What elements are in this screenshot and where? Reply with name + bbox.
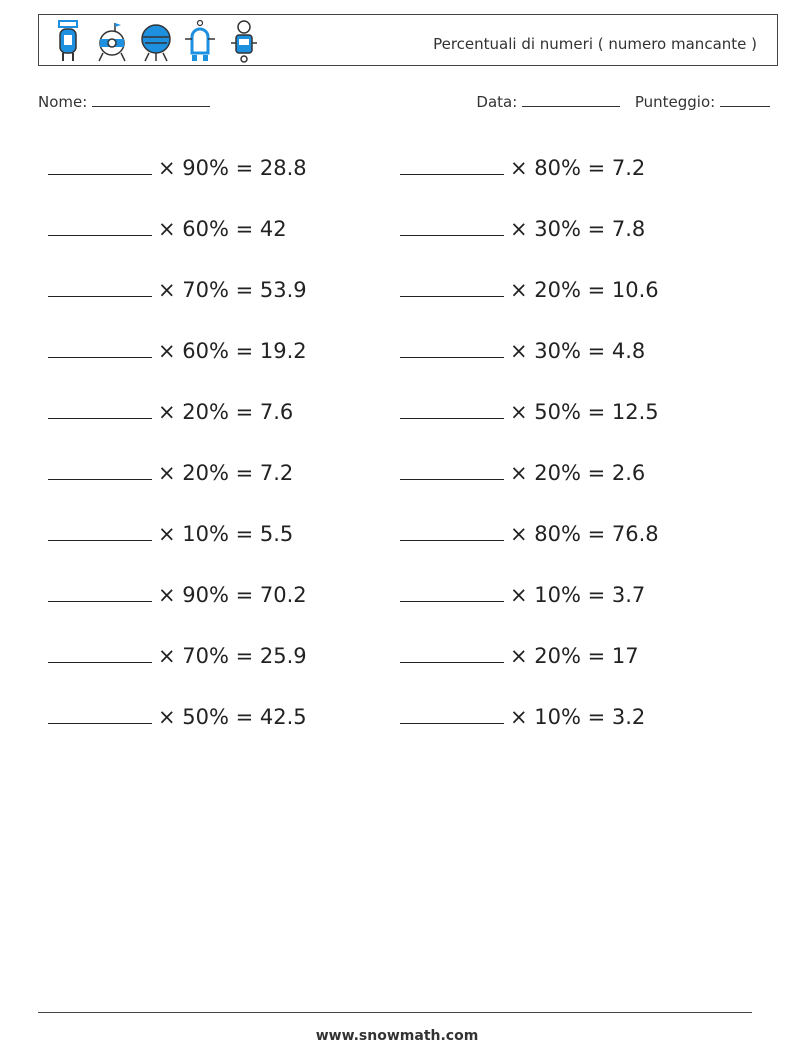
answer-blank[interactable] [400, 579, 504, 602]
problem-expression: × 60% = 19.2 [158, 339, 307, 363]
problem-item[interactable] [400, 640, 639, 668]
problem-item[interactable] [400, 274, 659, 302]
answer-blank[interactable] [48, 335, 152, 358]
answer-blank[interactable] [48, 274, 152, 297]
problem-item[interactable] [400, 335, 645, 363]
problem-expression: × 50% = 42.5 [158, 705, 307, 729]
footer-divider [38, 1012, 752, 1013]
problem-row [0, 274, 794, 314]
date-label: Data: [476, 93, 518, 111]
problem-row [0, 335, 794, 375]
problem-item[interactable] [48, 701, 307, 729]
problem-item[interactable] [400, 152, 645, 180]
problem-item[interactable] [400, 579, 645, 607]
date-blank-line[interactable] [522, 92, 620, 107]
problem-item[interactable] [400, 213, 645, 241]
problem-row [0, 396, 794, 436]
problem-expression: × 10% = 5.5 [158, 522, 294, 546]
answer-blank[interactable] [48, 579, 152, 602]
problem-expression: × 50% = 12.5 [510, 400, 659, 424]
problem-expression: × 30% = 7.8 [510, 217, 646, 241]
problem-expression: × 20% = 10.6 [510, 278, 659, 302]
problem-item[interactable] [48, 152, 307, 180]
problem-expression: × 20% = 7.2 [158, 461, 294, 485]
problem-expression: × 90% = 70.2 [158, 583, 307, 607]
footer-url[interactable]: www.snowmath.com [315, 1028, 479, 1044]
worksheet-header [38, 14, 778, 66]
problem-expression: × 70% = 25.9 [158, 644, 307, 668]
problem-item[interactable] [48, 396, 293, 424]
problem-expression: × 30% = 4.8 [510, 339, 646, 363]
problem-expression: × 60% = 42 [158, 217, 287, 241]
name-blank-line[interactable] [92, 92, 210, 107]
problem-expression: × 90% = 28.8 [158, 156, 307, 180]
answer-blank[interactable] [400, 152, 504, 175]
robot-icon-strip [49, 19, 263, 63]
answer-blank[interactable] [48, 457, 152, 480]
answer-blank[interactable] [400, 640, 504, 663]
answer-blank[interactable] [400, 518, 504, 541]
problem-expression: × 80% = 76.8 [510, 522, 659, 546]
robot-1-icon [49, 19, 87, 63]
score-blank-line[interactable] [720, 92, 770, 107]
answer-blank[interactable] [48, 396, 152, 419]
problem-item[interactable] [400, 701, 645, 729]
problem-expression: × 70% = 53.9 [158, 278, 307, 302]
problem-row [0, 213, 794, 253]
problem-item[interactable] [48, 518, 293, 546]
problem-item[interactable] [48, 640, 307, 668]
robot-5-icon [225, 19, 263, 63]
robot-3-icon [137, 19, 175, 63]
answer-blank[interactable] [48, 152, 152, 175]
problem-row [0, 457, 794, 497]
problem-expression: × 20% = 2.6 [510, 461, 646, 485]
problem-item[interactable] [48, 457, 293, 485]
problem-row [0, 701, 794, 741]
problem-item[interactable] [48, 274, 307, 302]
problem-item[interactable] [48, 213, 287, 241]
problem-item[interactable] [48, 335, 307, 363]
answer-blank[interactable] [400, 701, 504, 724]
problem-expression: × 80% = 7.2 [510, 156, 646, 180]
problem-item[interactable] [400, 457, 645, 485]
problem-row [0, 579, 794, 619]
problem-expression: × 10% = 3.7 [510, 583, 646, 607]
problem-row [0, 152, 794, 192]
problem-item[interactable] [400, 396, 659, 424]
name-label: Nome: [38, 93, 88, 111]
worksheet-title: Percentuali di numeri ( numero mancante ) [433, 35, 757, 53]
answer-blank[interactable] [400, 335, 504, 358]
robot-2-icon [93, 19, 131, 63]
answer-blank[interactable] [48, 213, 152, 236]
date-score-fields [476, 92, 770, 111]
problem-item[interactable] [48, 579, 307, 607]
score-label: Punteggio: [634, 93, 716, 111]
name-field[interactable] [38, 92, 210, 111]
answer-blank[interactable] [48, 640, 152, 663]
answer-blank[interactable] [48, 701, 152, 724]
problem-expression: × 10% = 3.2 [510, 705, 646, 729]
problem-expression: × 20% = 17 [510, 644, 639, 668]
answer-blank[interactable] [400, 213, 504, 236]
problem-row [0, 518, 794, 558]
answer-blank[interactable] [400, 457, 504, 480]
problem-expression: × 20% = 7.6 [158, 400, 294, 424]
answer-blank[interactable] [400, 274, 504, 297]
robot-4-icon [181, 19, 219, 63]
answer-blank[interactable] [400, 396, 504, 419]
problem-row [0, 640, 794, 680]
problem-item[interactable] [400, 518, 659, 546]
answer-blank[interactable] [48, 518, 152, 541]
